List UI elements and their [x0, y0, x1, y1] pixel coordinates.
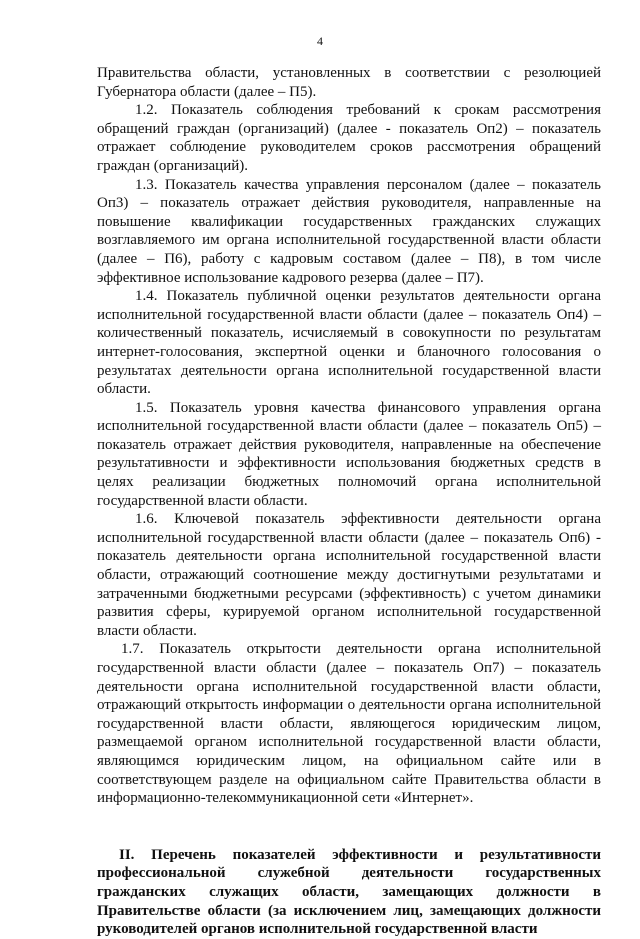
paragraph-1-7: 1.7. Показатель открытости деятельности органа исполнительной государственной власти области (далее – показатель Оп7) – показатель деятельности органа исполнительной государственной власти области, отражающий открытость информации о деятельности органа исполнительной государственной власти области, являющегося юридическим лицом, размещаемой органом исполнительной государственной власти области, являющимся юридическим лицом, на официальном сайте или в соответствующем разделе на официальном сайте Правительства области в информационно-телекоммуникационной сети «Интернет». [97, 641, 601, 807]
paragraph-1-5: 1.5. Показатель уровня качества финансового управления органа исполнительной государственной власти области (далее – показатель Оп5) – показатель отражает действия руководителя, направленные на обеспечение результативности и эффективности использования бюджетных средств в целях реализации бюджетных полномочий органа исполнительной государственной власти области. [97, 399, 601, 509]
section-heading: II. Перечень показателей эффективности и результативности профессиональной служебной деятельности государственных гражданских служащих области, замещающих должности в Правительстве области (за исключением лиц, замещающих должности руководителей органов исполнительной государственной власти [97, 846, 601, 938]
paragraph-continuation: Правительства области, установленных в соответствии с резолюцией Губернатора области (далее – П5). [97, 65, 601, 100]
paragraph-1-3: 1.3. Показатель качества управления персоналом (далее – показатель Оп3) – показатель отражает действия руководителя, направленные на повышение квалификации государственных гражданских служащих возглавляемого им органа исполнительной государственной власти области (далее – П6), работу с кадровым составом (далее – П8), в том числе эффективное использование кадрового резерва (далее – П7). [97, 176, 601, 286]
page-number: 4 [317, 34, 323, 48]
document-body [97, 64, 601, 939]
paragraph-1-6: 1.6. Ключевой показатель эффективности деятельности органа исполнительной государственной власти области (далее – показатель Оп6) - показатель деятельности органа исполнительной государственной власти области, отражающий соотношение между достигнутыми результатами и затраченными бюджетными ресурсами (эффективность) с учетом динамики развития сферы, курируемой органом исполнительной государственной власти области. [97, 511, 601, 639]
paragraph-1-4: 1.4. Показатель публичной оценки результатов деятельности органа исполнительной государственной власти области (далее – показатель Оп4) – количественный показатель, исчисляемый в совокупности по результатам интернет-голосования, экспертной оценки и бланочного голосования о результатах деятельности органа исполнительной государственной власти области. [97, 288, 601, 398]
paragraph-1-2: 1.2. Показатель соблюдения требований к срокам рассмотрения обращений граждан (организаций) (далее - показатель Оп2) – показатель отражает соблюдение руководителем сроков рассмотрения обращений граждан (организаций). [97, 102, 601, 174]
